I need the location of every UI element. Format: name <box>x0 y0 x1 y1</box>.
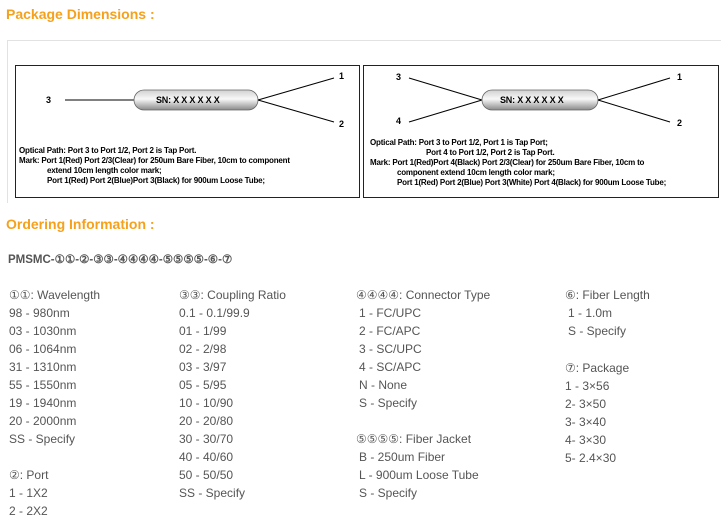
port-2-label: 2 <box>677 118 682 128</box>
fiber-jacket-title: ⑤⑤⑤⑤: Fiber Jacket <box>356 432 472 446</box>
list-item: 50 - 50/50 <box>179 468 234 482</box>
list-item: 1 - 3×56 <box>565 379 610 393</box>
serial-number-label: SN: X X X X X X <box>156 95 220 105</box>
list-item: 2- 3×50 <box>565 397 607 411</box>
fiber-line-out-2 <box>598 100 670 122</box>
list-item: 4 - SC/APC <box>359 360 422 374</box>
optical-path-text-2: Port 4 to Port 1/2, Port 2 is Tap Port. <box>426 148 555 157</box>
list-item: 20 - 20/80 <box>179 414 234 428</box>
optical-path-text: Optical Path: Port 3 to Port 1/2, Port 2 is Tap Port. <box>19 146 197 155</box>
port-title: ②: Port <box>9 468 49 482</box>
list-item: 05 - 5/95 <box>179 378 227 392</box>
wavelength-title: ①①: Wavelength <box>9 288 101 302</box>
list-item: 1 - 1X2 <box>9 486 48 500</box>
list-item: 5- 2.4×30 <box>565 451 617 465</box>
list-item: 10 - 10/90 <box>179 396 234 410</box>
list-item: 1 - 1.0m <box>568 306 613 320</box>
list-item: SS - Specify <box>179 486 246 500</box>
list-item: SS - Specify <box>9 432 76 446</box>
port-3-label: 3 <box>396 72 401 82</box>
port-4-label: 4 <box>396 116 401 126</box>
loose-tube-text: Port 1(Red) Port 2(Blue)Port 3(Black) for 900um Loose Tube; <box>47 176 265 185</box>
list-item: 03 - 3/97 <box>179 360 227 374</box>
port-1-label: 1 <box>677 72 682 82</box>
list-item: B - 250um Fiber <box>359 450 446 464</box>
fiber-line-out-1 <box>598 78 670 100</box>
list-item: 03 - 1030nm <box>9 324 77 338</box>
loose-tube-text: Port 1(Red) Port 2(Blue) Port 3(White) Port 4(Black) for 900um Loose Tube; <box>397 178 667 187</box>
list-item: 31 - 1310nm <box>9 360 77 374</box>
list-item: 3- 3×40 <box>565 415 607 429</box>
list-item: 3 - SC/UPC <box>359 342 422 356</box>
wavelength-column <box>9 286 100 520</box>
list-item: 01 - 1/99 <box>179 324 227 338</box>
part-number-code: PMSMC-①①-②-③③-④④④④-⑤⑤⑤⑤-⑥-⑦ <box>8 254 233 266</box>
list-item: 98 - 980nm <box>9 306 70 320</box>
fiber-line-in-4 <box>409 100 482 122</box>
package-title: ⑦: Package <box>565 361 630 375</box>
ordering-information-heading: Ordering Information : <box>6 216 155 232</box>
list-item: L - 900um Loose Tube <box>359 468 479 482</box>
mark-text-cont: extend 10cm length color mark; <box>47 166 162 175</box>
list-item: S - Specify <box>568 324 627 338</box>
diagram-1x2 <box>15 65 360 198</box>
list-item: 0.1 - 0.1/99.9 <box>179 306 250 320</box>
mark-text: Mark: Port 1(Red) Port 2/3(Clear) for 250um Bare Fiber, 10cm to component <box>19 156 290 165</box>
list-item: 2 - 2X2 <box>9 504 48 518</box>
package-dimensions-heading: Package Dimensions : <box>6 6 155 22</box>
port-2-label: 2 <box>339 119 344 129</box>
mark-text-cont: component extend 10cm length color mark; <box>397 168 555 177</box>
list-item: N - None <box>359 378 408 392</box>
list-item: 2 - FC/APC <box>359 324 421 338</box>
diagram-2x2 <box>363 65 719 198</box>
fiber-line-out-1 <box>258 78 334 100</box>
coupling-ratio-title: ③③: Coupling Ratio <box>179 288 286 302</box>
fiber-line-in-3 <box>409 78 482 100</box>
port-1-label: 1 <box>339 71 344 81</box>
list-item: 06 - 1064nm <box>9 342 77 356</box>
serial-number-label: SN: X X X X X X <box>500 95 564 105</box>
list-item: 40 - 40/60 <box>179 450 234 464</box>
list-item: 1 - FC/UPC <box>359 306 422 320</box>
fiber-length-title: ⑥: Fiber Length <box>565 288 650 302</box>
list-item: 55 - 1550nm <box>9 378 77 392</box>
mark-text: Mark: Port 1(Red)Port 4(Black) Port 2/3(Clear) for 250um Bare Fiber, 10cm to <box>370 158 645 167</box>
optical-path-text: Optical Path: Port 3 to Port 1/2, Port 1 is Tap Port; <box>370 138 548 147</box>
coupling-ratio-column <box>179 286 286 502</box>
list-item: 02 - 2/98 <box>179 342 227 356</box>
list-item: S - Specify <box>359 396 418 410</box>
list-item: 19 - 1940nm <box>9 396 77 410</box>
port-3-label: 3 <box>46 95 51 105</box>
list-item: 20 - 2000nm <box>9 414 77 428</box>
list-item: 30 - 30/70 <box>179 432 234 446</box>
connector-type-title: ④④④④: Connector Type <box>356 288 491 302</box>
connector-type-column <box>356 286 490 502</box>
list-item: 4- 3×30 <box>565 433 607 447</box>
list-item: S - Specify <box>359 486 418 500</box>
fiber-length-column <box>565 286 650 467</box>
fiber-line-out-2 <box>258 100 334 122</box>
